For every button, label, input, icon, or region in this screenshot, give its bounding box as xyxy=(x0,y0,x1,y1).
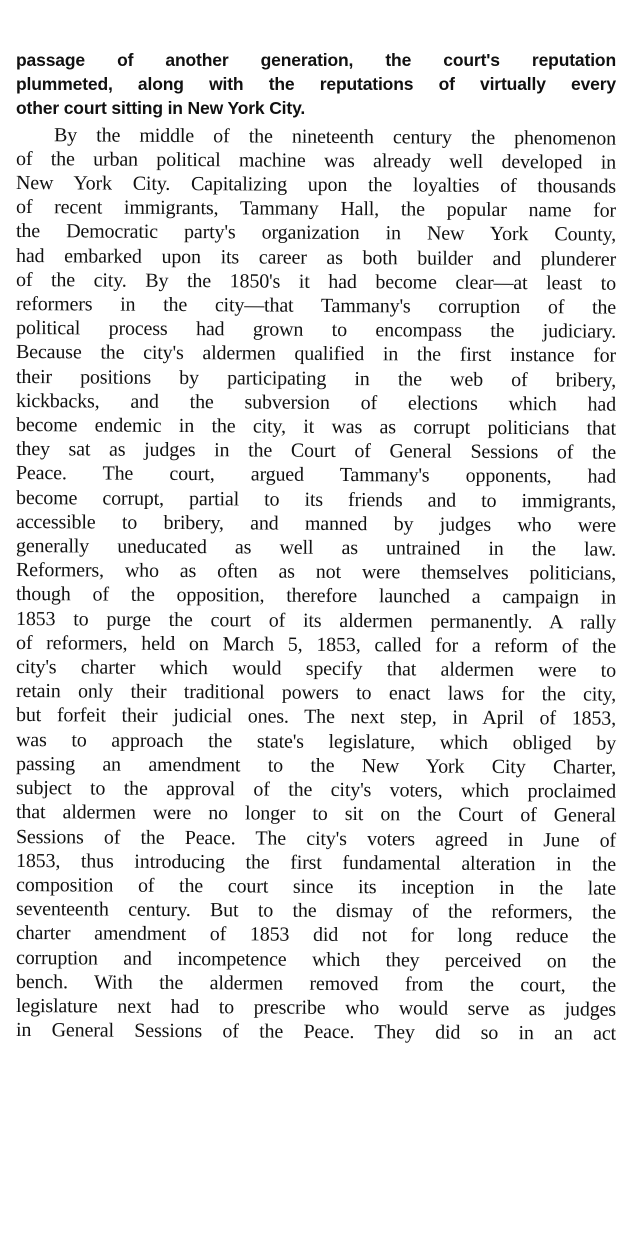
text-line: retain only their traditional powers to enact laws for the city, xyxy=(15,680,617,706)
paragraph-continuation xyxy=(16,48,616,121)
text-line: 1853, thus introducing the first fundamental alteration in the xyxy=(15,849,617,876)
text-line: other court sitting in New York City. xyxy=(16,98,306,119)
text-line: 1853 to purge the court of its aldermen permanently. A rally xyxy=(15,607,617,634)
text-line: legislature next had to prescribe who would serve as judges xyxy=(15,994,617,1021)
text-line: of reformers, held on March 5, 1853, called for a reform of the xyxy=(15,631,617,658)
text-line: their positions by participating in the web of bribery, xyxy=(15,365,617,392)
text-line: Peace. The court, argued Tammany's opponents, had xyxy=(15,462,617,489)
text-line: become corrupt, partial to its friends and to immigrants, xyxy=(15,486,617,513)
text-line: Because the city's aldermen qualified in the first instance for xyxy=(15,341,617,368)
text-line: become endemic in the city, it was as corrupt politicians that xyxy=(15,414,617,440)
text-line: bench. With the aldermen removed from the court, the xyxy=(15,970,617,997)
text-line: the Democratic party's organization in New York County, xyxy=(15,220,617,247)
text-line: Sessions of the Peace. The city's voters agreed in June of xyxy=(15,825,617,852)
text-line: corruption and incompetence which they perceived on the xyxy=(15,946,617,973)
text-line: Reformers, who as often as not were themselves politicians, xyxy=(15,559,617,585)
document-page xyxy=(15,48,617,1045)
text-line: had embarked upon its career as both builder and plunderer xyxy=(15,244,617,271)
text-line: New York City. Capitalizing upon the loyalties of thousands xyxy=(15,172,617,198)
paragraph-tammany xyxy=(16,123,616,1043)
text-line: was to approach the state's legislature, which obliged by xyxy=(15,728,617,755)
text-line: city's charter which would specify that aldermen were to xyxy=(15,656,617,682)
text-line: of the urban political machine was already well developed in xyxy=(15,147,617,174)
text-line: though of the opposition, therefore launched a campaign in xyxy=(15,583,617,610)
text-line: subject to the approval of the city's voters, which proclaimed xyxy=(15,777,617,803)
text-line: charter amendment of 1853 did not for long reduce the xyxy=(15,922,617,948)
text-line: kickbacks, and the subversion of elections which had xyxy=(15,389,617,416)
text-line: accessible to bribery, and manned by judges who were xyxy=(15,510,617,537)
text-line: that aldermen were no longer to sit on the Court of General xyxy=(15,801,617,827)
text-line: reformers in the city—that Tammany's corruption of the xyxy=(15,293,617,319)
text-line: political process had grown to encompass the judiciary. xyxy=(15,317,617,343)
text-line: they sat as judges in the Court of General Sessions of the xyxy=(15,438,617,464)
text-line: plummeted, along with the reputations of virtually every xyxy=(16,74,616,95)
text-line: composition of the court since its inception in the late xyxy=(15,873,617,900)
text-line: passing an amendment to the New York City Charter, xyxy=(15,752,617,779)
text-line: generally uneducated as well as untrained in the law. xyxy=(15,535,617,561)
text-line: of recent immigrants, Tammany Hall, the popular name for xyxy=(15,196,617,222)
text-line: of the city. By the 1850's it had become clear—at least to xyxy=(15,268,617,295)
text-line: but forfeit their judicial ones. The next step, in April of 1853, xyxy=(15,704,617,731)
text-line: By the middle of the nineteenth century the phenomenon xyxy=(53,123,617,150)
text-line: passage of another generation, the court's reputation xyxy=(16,50,616,70)
text-line: in General Sessions of the Peace. They did so in an act xyxy=(15,1019,617,1045)
text-line: seventeenth century. But to the dismay of the reformers, the xyxy=(15,898,617,924)
